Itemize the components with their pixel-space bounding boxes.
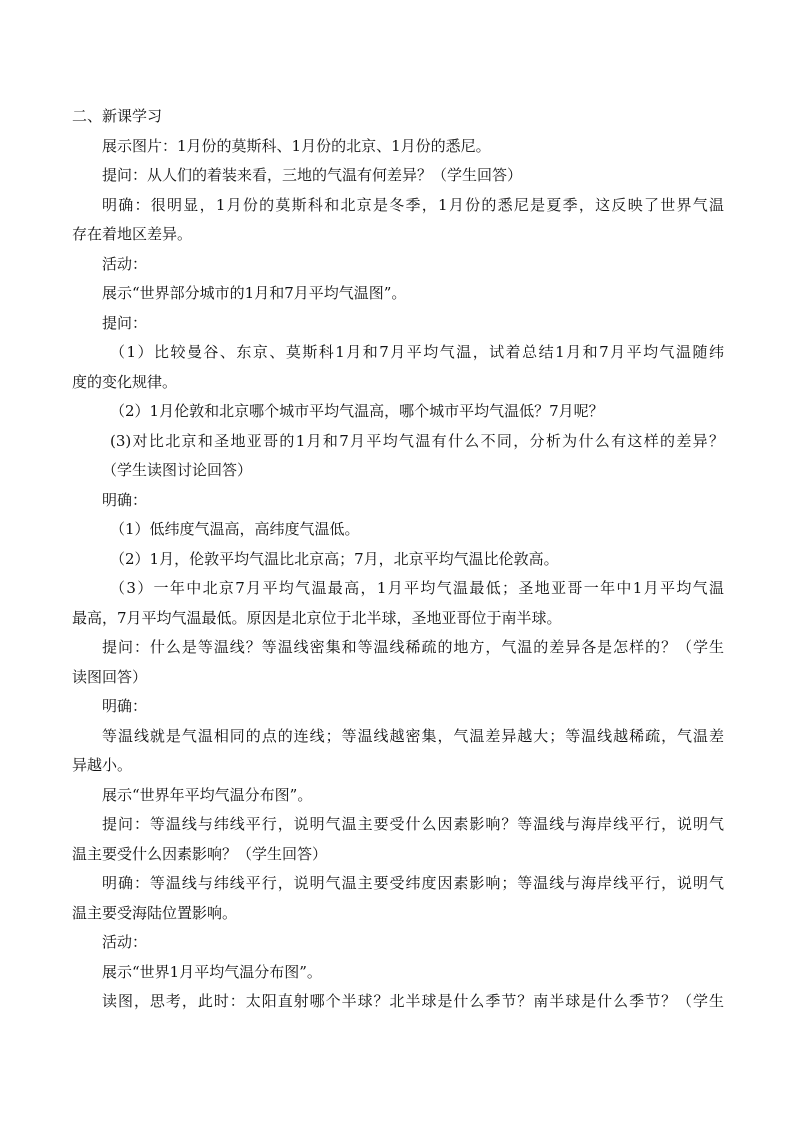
text-line: 温主要受什么因素影响？（学生回答）: [72, 844, 328, 863]
text-line: 异越小。: [72, 756, 133, 774]
text-line: 读图，思考，此时：太阳直射哪个半球？北半球是什么季节？南半球是什么季节？（学生: [102, 992, 724, 1010]
text-line: 读图回答）: [72, 667, 148, 686]
text-line: （2）1月，伦敦平均气温比北京高；7月，北京平均气温比伦敦高。: [110, 549, 559, 568]
text-line: （3）一年中北京7月平均气温最高，1月平均气温最低；圣地亚哥一年中1月平均气温: [110, 579, 724, 597]
text-line: 提问：从人们的着装来看，三地的气温有何差异？（学生回答）: [102, 166, 523, 184]
text-line: 明确：: [102, 490, 148, 509]
text-line: 活动：: [102, 933, 148, 951]
text-line: 等温线就是气温相同的点的连线；等温线越密集，气温差异越大；等温线越稀疏，气温差: [102, 726, 724, 745]
text-line: 最高，7月平均气温最低。原因是北京位于北半球，圣地亚哥位于南半球。: [72, 608, 562, 627]
text-line: 明确：等温线与纬线平行，说明气温主要受纬度因素影响；等温线与海岸线平行，说明气: [102, 874, 724, 892]
text-line: 存在着地区差异。: [72, 225, 193, 243]
text-line: 活动：: [102, 254, 148, 273]
text-line: （2）1月伦敦和北京哪个城市平均气温高，哪个城市平均气温低？7月呢？: [110, 402, 604, 420]
text-line: 明确：很明显，1月份的莫斯科和北京是冬季，1月份的悉尼是夏季，这反映了世界气温: [102, 195, 724, 214]
text-line: 明确：: [102, 697, 148, 715]
text-line: 展示“世界年平均气温分布图”。: [102, 785, 313, 804]
text-line: 提问：什么是等温线？等温线密集和等温线稀疏的地方，气温的差异各是怎样的？（学生: [102, 638, 724, 656]
text-line: 提问：: [102, 313, 148, 332]
text-line: （学生读图讨论回答）: [102, 461, 253, 479]
text-line: 展示图片：1月份的莫斯科、1月份的北京、1月份的悉尼。: [102, 136, 491, 155]
text-line: (3)对比北京和圣地亚哥的1月和7月平均气温有什么不同，分析为什么有这样的差异？: [110, 431, 724, 450]
text-line: 度的变化规律。: [72, 372, 178, 391]
text-line: 提问：等温线与纬线平行，说明气温主要受什么因素影响？等温线与海岸线平行，说明气: [102, 815, 724, 833]
text-line: （1）比较曼谷、东京、莫斯科1月和7月平均气温，试着总结1月和7月平均气温随纬: [110, 343, 724, 361]
text-line: 温主要受海陆位置影响。: [72, 903, 238, 922]
document-body: [72, 102, 724, 1017]
text-line: （1）低纬度气温高，高纬度气温低。: [110, 520, 360, 538]
text-line: 展示“世界部分城市的1月和7月平均气温图”。: [102, 284, 407, 302]
text-line: 二、新课学习: [72, 107, 163, 125]
text-line: 展示“世界1月平均气温分布图”。: [102, 962, 322, 981]
